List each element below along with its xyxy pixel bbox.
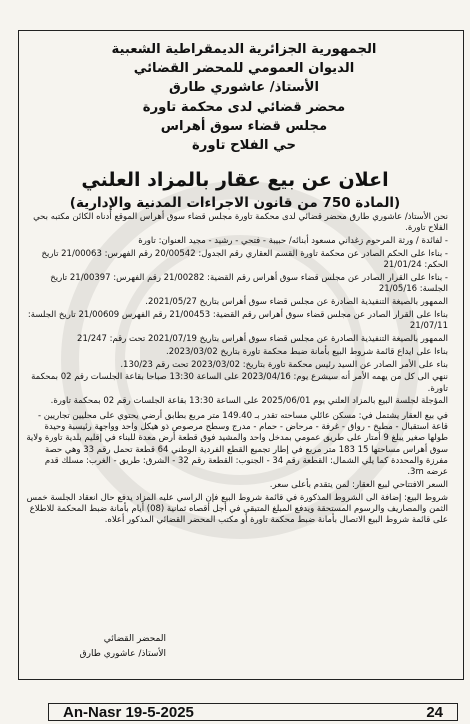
page-number: 24 (426, 703, 443, 721)
signature-block (26, 632, 166, 662)
office-header (30, 40, 458, 155)
body-sale-date: ننهي الى كل من يهمه الأمر أنه سيشرع يوم: 2023/04/16 على الساعة 13:30 صباحا بقاعة الجلسات رقم 02 بمحكمة تاورة. (31, 372, 448, 394)
notice-title: اعلان عن بيع عقار بالمزاد العلني (81, 169, 389, 191)
body-sale-conditions: شروط البيع: إضافة الى الشروط المذكورة في قائمة شروط البيع فإن الراسي عليه المزاد يدفع حال انعقاد الجلسة خمس الثمن والمصاريف والرسوم المستحقة ويدفع المبلغ المتبقي في أجل أقصاه ثمانية (08) أيام بأمانة ضبط المحكمة للاطلاع على قائمة شروط البيع الاتصال بأمانة ضبط محكمة تاورة أو مكتب المحضر القضائي المذكور أعلاه. (26, 492, 448, 526)
signature-role: المحضر القضائي (103, 634, 166, 644)
body-decision-1: - بناءا على القرار الصادر عن مجلس قضاء سوق أهراس رقم القضية: 21/00282 رقم الفهرس: 21/00397 تاريخ الجلسة: 21/05/16 (50, 272, 448, 295)
body-decision-2: بناءا على القرار الصادر عن مجلس قضاء سوق أهراس رقم القضية: 21/00453 رقم الفهرس 21/00609 تاريخ الجلسة: 21/07/11 (27, 309, 448, 332)
body-property-description: في بيع العقار يشتمل في: مسكن عائلي مساحته تقدر بـ 149.40 متر مربع بطابق أرضي يحتوي على محليين تجاريين - قاعة استقبال - مطبخ - رواق - غرفة - مرحاض - حمام - مدرج وسطح مرصوص ذو هيكل واحد وواجهة رئيسية وحيدة طولها صغير يبلغ 9 أمتار على طريق عمومي بمدخل واحد والمشيد فوق قطعة أرض معدة للبناء في إقليم بلدية تاورة ولاية سوق أهراس مساحتها 15 183 متر مربع في إطار تجميع القطع الفردية الوطني 64 قطعة تحمل رقم 33 وهي حصة مفرزة والمحددة كما يلي الشمال: القطعة رقم 34 - الجنوب: القطعة رقم 32 - الشرق: طريق - الغرب: مسلك قدم عرضه 3m. (26, 410, 448, 478)
page-footer (48, 703, 458, 721)
body-order: بناء على الأمر الصادر عن السيد رئيس محكمة تاورة بتاريخ: 2023/03/02 تحت رقم 130/23. (120, 359, 448, 370)
publication-label: An-Nasr 19-5-2025 (63, 703, 194, 721)
notice-subtitle: (المادة 750 من قانون الاجراءات المدنية والإدارية) (69, 195, 401, 211)
body-executory-1: الممهور بالصيغة التنفيذية الصادرة عن مجلس قضاء سوق أهراس بتاريخ 2021/05/27. (145, 297, 448, 308)
header-council: مجلس قضاء سوق أهراس (160, 118, 328, 134)
body-opening-price: السعر الافتتاحي لبيع العقار: لمن يتقدم بأعلى سعر. (269, 480, 448, 491)
header-republic: الجمهورية الجزائرية الديمقراطية الشعبية (111, 42, 377, 57)
body-beneficiaries: - لفائدة / ورثة المرحوم زغداني مسعود أبنائه/ حبيبة - فتحي - رشيد - مجيد العنوان: تاورة (138, 236, 448, 247)
header-address: حي الفلاح تاورة (192, 138, 296, 154)
signature-name: الأستاذ/ عاشوري طارق (79, 649, 166, 659)
header-bailiff-name: الأستاذ/ عاشوري طارق (168, 80, 320, 96)
notice-body (26, 212, 448, 528)
body-intro: نحن الأستاذ/ عاشوري طارق محضر قضائي لدى محكمة تاورة مجلس قضاء سوق أهراس الموقع أدناه الكائن مكتبه بحي الفلاح تاورة. (33, 212, 448, 234)
header-office: الديوان العمومي للمحضر القضائي (133, 61, 355, 77)
body-executory-2: الممهور بالصيغة التنفيذية الصادرة عن مجلس قضاء سوق أهراس بتاريخ 2021/07/19 تحت رقم: 21/247 (77, 333, 448, 344)
body-filing: بناءا على ايداع قائمة شروط البيع بأمانة ضبط محكمة تاورة بتاريخ 2023/03/02. (166, 346, 448, 357)
body-judgment: - بناءا على الحكم الصادر عن محكمة تاورة القسم العقاري رقم الجدول: 20/00542 رقم الفهرس: 21/00063 تاريخ الحكم: 21/01/24 (41, 248, 448, 271)
header-court: محضر قضائي لدى محكمة تاورة (142, 99, 346, 115)
body-postponed-date: المؤجلة لجلسة البيع بالمزاد العلني يوم 2025/06/01 على الساعة 13:30 بقاعة الجلسات رقم 02 بمحكمة تاورة. (50, 396, 448, 407)
